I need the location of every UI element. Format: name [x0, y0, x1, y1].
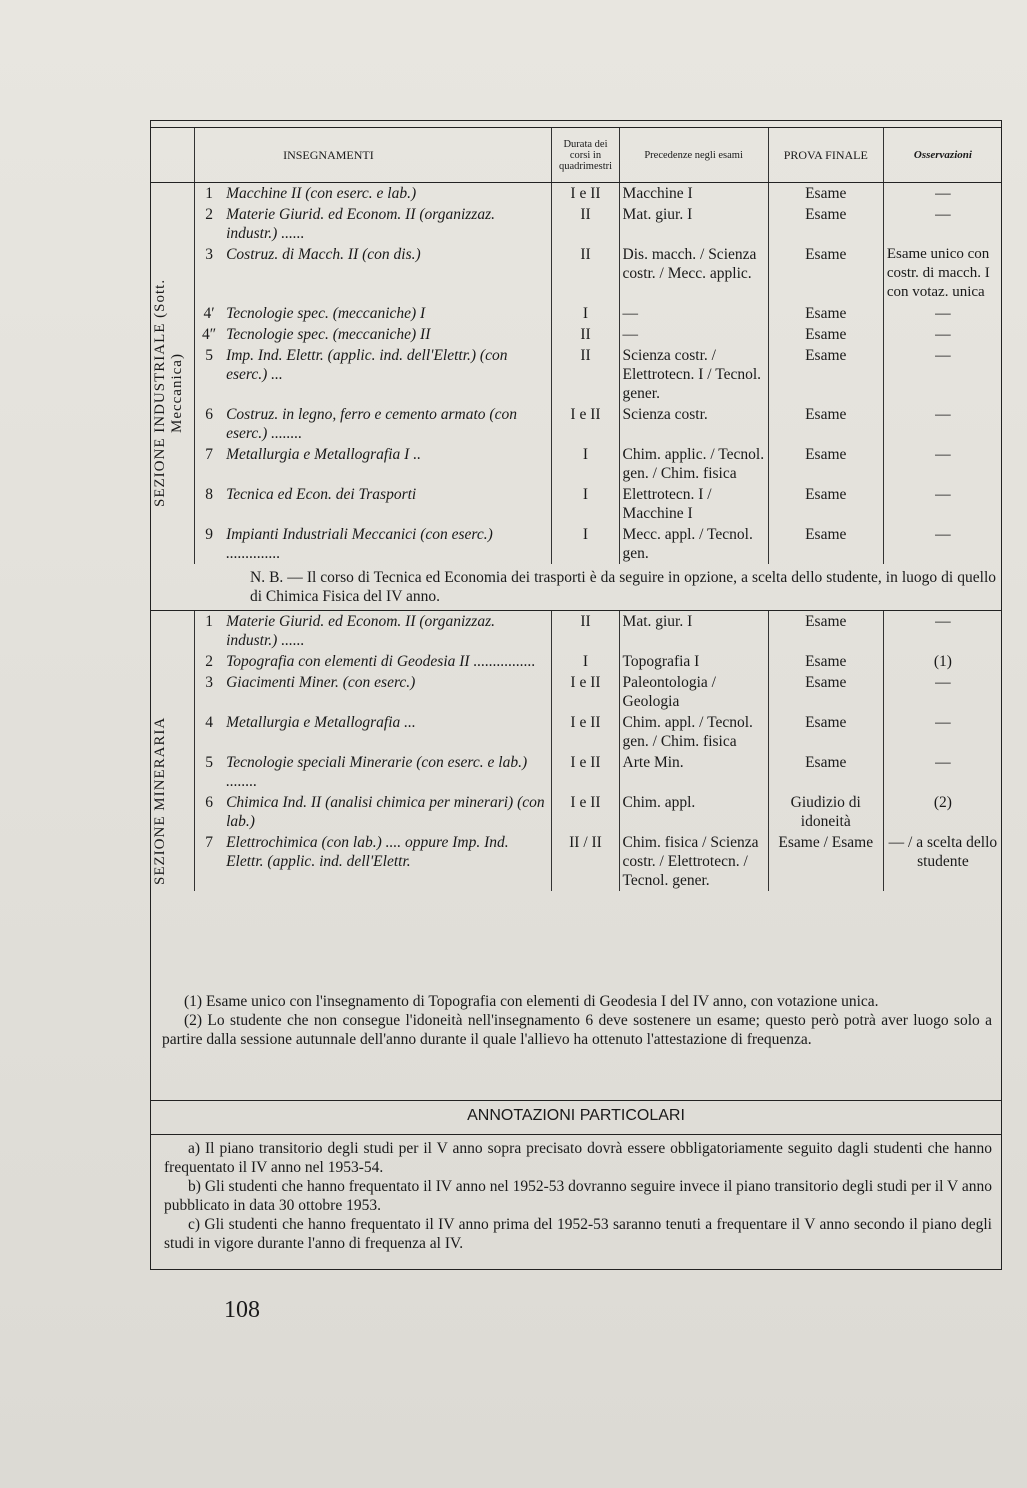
course-duration: I e II	[552, 672, 619, 712]
annotazione-c: c) Gli studenti che hanno frequentato il IV anno prima del 1952-53 saranno tenuti a frequentare il V anno secondo il piano degli studi in vigore durante l'anno di frequenza al IV.	[164, 1216, 992, 1252]
course-final-exam: Esame	[768, 303, 883, 324]
table-row	[150, 832, 1002, 891]
course-name: Tecnologie spec. (meccaniche) I	[226, 305, 426, 322]
row-number: 3	[195, 244, 224, 303]
course-prerequisites: Paleontologia / Geologia	[619, 672, 768, 712]
course-name: Metallurgia e Metallografia I ..	[226, 446, 421, 463]
course-final-exam: Esame	[768, 484, 883, 524]
course-observations: —	[883, 484, 1002, 524]
course-prerequisites: —	[619, 324, 768, 345]
section-label-cell	[150, 183, 195, 565]
course-name: Elettrochimica (con lab.) .... oppure Imp. Ind. Elettr. (applic. ind. dell'Elettr.	[226, 834, 509, 870]
table-row	[150, 444, 1002, 484]
course-prerequisites: Chim. appl.	[619, 792, 768, 832]
course-final-exam: Giudizio di idoneità	[768, 792, 883, 832]
course-observations: —	[883, 444, 1002, 484]
course-final-exam: Esame	[768, 345, 883, 404]
table-row	[150, 484, 1002, 524]
course-duration: I	[552, 444, 619, 484]
course-observations: (2)	[883, 792, 1002, 832]
row-number: 9	[195, 524, 224, 564]
course-prerequisites: Chim. fisica / Scienza costr. / Elettrotecn. / Tecnol. gener.	[619, 832, 768, 891]
course-prerequisites: Topografia I	[619, 651, 768, 672]
table-row	[150, 752, 1002, 792]
course-duration: I	[552, 524, 619, 564]
row-number: 5	[195, 345, 224, 404]
course-final-exam: Esame	[768, 672, 883, 712]
course-name: Giacimenti Miner. (con eserc.)	[226, 674, 416, 691]
row-number: 1	[195, 183, 224, 205]
course-name: Chimica Ind. II (analisi chimica per minerari) (con lab.)	[226, 794, 545, 830]
annotazione-b: b) Gli studenti che hanno frequentato il IV anno nel 1952-53 dovranno seguire invece il piano transitorio degli studi per il V anno pubblicato in data 30 ottobre 1953.	[164, 1178, 992, 1214]
course-name: Costruz. in legno, ferro e cemento armato (con eserc.) ........	[226, 406, 517, 442]
row-number: 4	[195, 712, 224, 752]
course-observations: —	[883, 752, 1002, 792]
course-final-exam: Esame	[768, 524, 883, 564]
course-duration: I	[552, 303, 619, 324]
course-final-exam: Esame	[768, 324, 883, 345]
table-row	[150, 183, 1002, 205]
header-row	[150, 128, 1002, 183]
header-precedenze: Precedenze negli esami	[619, 128, 768, 183]
course-duration: II / II	[552, 832, 619, 891]
course-prerequisites: Mat. giur. I	[619, 611, 768, 652]
course-name: Tecnica ed Econ. dei Trasporti	[226, 486, 417, 503]
row-number: 1	[195, 611, 224, 652]
course-name: Impianti Industriali Meccanici (con eserc.) ..............	[226, 526, 493, 562]
table-row	[150, 524, 1002, 564]
course-prerequisites: Scienza costr. / Elettrotecn. I / Tecnol. gener.	[619, 345, 768, 404]
annotazioni-title: ANNOTAZIONI PARTICOLARI	[150, 1100, 1002, 1125]
course-prerequisites: Macchine I	[619, 183, 768, 205]
course-duration: I	[552, 484, 619, 524]
course-duration: I e II	[552, 183, 619, 205]
header-insegnamenti: INSEGNAMENTI	[223, 128, 552, 183]
course-final-exam: Esame	[768, 404, 883, 444]
course-name: Topografia con elementi di Geodesia II ................	[226, 653, 536, 670]
industriale-body	[150, 183, 1002, 565]
course-prerequisites: Dis. macch. / Scienza costr. / Mecc. applic.	[619, 244, 768, 303]
course-observations: —	[883, 324, 1002, 345]
course-final-exam: Esame	[768, 752, 883, 792]
table-row	[150, 712, 1002, 752]
page-number: 108	[224, 1297, 260, 1323]
course-observations: — / a scelta dello studente	[883, 832, 1002, 891]
footnote-2: (2) Lo studente che non consegue l'idoneità nell'insegnamento 6 deve sostenere un esame; questo però potrà aver luogo solo a partire dalla sessione autunnale dell'anno durante il quale l'allievo ha ottenuto l'attestazione di frequenza.	[162, 1012, 992, 1048]
course-name: Imp. Ind. Elettr. (applic. ind. dell'Elettr.) (con eserc.) ...	[226, 347, 508, 383]
course-duration: II	[552, 204, 619, 244]
course-final-exam: Esame	[768, 244, 883, 303]
course-final-exam: Esame / Esame	[768, 832, 883, 891]
section-label: SEZIONE MINERARIA	[152, 716, 168, 886]
course-observations: —	[883, 404, 1002, 444]
header-osservazioni: Osservazioni	[883, 128, 1002, 183]
course-prerequisites: Mat. giur. I	[619, 204, 768, 244]
course-observations: —	[883, 303, 1002, 324]
course-prerequisites: Elettrotecn. I / Macchine I	[619, 484, 768, 524]
course-duration: I e II	[552, 792, 619, 832]
table-row	[150, 244, 1002, 303]
nb-note: N. B. — Il corso di Tecnica ed Economia dei trasporti è da seguire in opzione, a scelta dello studente, in luogo di quello di Chimica Fisica del IV anno.	[150, 564, 1002, 611]
course-duration: I e II	[552, 712, 619, 752]
table-row	[150, 651, 1002, 672]
course-final-exam: Esame	[768, 712, 883, 752]
course-name: Costruz. di Macch. II (con dis.)	[226, 246, 421, 263]
course-observations: —	[883, 524, 1002, 564]
table-row	[150, 324, 1002, 345]
study-plan-table	[150, 127, 1002, 891]
row-number: 8	[195, 484, 224, 524]
course-duration: I e II	[552, 752, 619, 792]
course-prerequisites: Scienza costr.	[619, 404, 768, 444]
course-final-exam: Esame	[768, 204, 883, 244]
annotazione-a: a) Il piano transitorio degli studi per il V anno sopra precisato dovrà essere obbligatoriamente seguito dagli studenti che hanno frequentato il IV anno nel 1953-54.	[164, 1140, 992, 1176]
row-number: 4″	[195, 324, 224, 345]
table-row	[150, 672, 1002, 712]
row-number: 5	[195, 752, 224, 792]
course-prerequisites: Chim. applic. / Tecnol. gen. / Chim. fisica	[619, 444, 768, 484]
table-row	[150, 404, 1002, 444]
row-number: 3	[195, 672, 224, 712]
table-row	[150, 345, 1002, 404]
nb-row	[150, 564, 1002, 611]
course-prerequisites: Arte Min.	[619, 752, 768, 792]
course-duration: II	[552, 611, 619, 652]
course-final-exam: Esame	[768, 611, 883, 652]
course-prerequisites: —	[619, 303, 768, 324]
footnote-1: (1) Esame unico con l'insegnamento di Topografia con elementi di Geodesia I del IV anno, con votazione unica.	[184, 993, 879, 1010]
course-duration: II	[552, 345, 619, 404]
course-prerequisites: Mecc. appl. / Tecnol. gen.	[619, 524, 768, 564]
course-name: Tecnologie speciali Minerarie (con eserc. e lab.) ........	[226, 754, 528, 790]
course-name: Materie Giurid. ed Econom. II (organizzaz. industr.) ......	[226, 206, 495, 242]
course-observations: —	[883, 672, 1002, 712]
row-number: 7	[195, 832, 224, 891]
course-final-exam: Esame	[768, 183, 883, 205]
course-observations: —	[883, 204, 1002, 244]
row-number: 2	[195, 204, 224, 244]
table-row	[150, 792, 1002, 832]
course-name: Materie Giurid. ed Econom. II (organizzaz. industr.) ......	[223, 611, 552, 652]
row-number: 7	[195, 444, 224, 484]
header-prova: PROVA FINALE	[768, 128, 883, 183]
course-name: Metallurgia e Metallografia ...	[226, 714, 416, 731]
footnotes	[162, 992, 992, 1049]
row-number: 4′	[195, 303, 224, 324]
course-duration: I e II	[552, 404, 619, 444]
course-duration: II	[552, 244, 619, 303]
section-label: SEZIONE INDUSTRIALE (Sott. Meccanica)	[152, 278, 185, 508]
table-row	[150, 303, 1002, 324]
course-duration: II	[552, 324, 619, 345]
course-duration: I	[552, 651, 619, 672]
section-label-cell	[150, 611, 195, 892]
course-observations: Esame unico con costr. di macch. I con votaz. unica	[883, 244, 1002, 303]
course-name: Macchine II (con eserc. e lab.)	[226, 185, 417, 202]
course-observations: (1)	[883, 651, 1002, 672]
course-name: Tecnologie spec. (meccaniche) II	[226, 326, 431, 343]
row-number: 2	[195, 651, 224, 672]
course-observations: —	[883, 611, 1002, 652]
course-prerequisites: Chim. appl. / Tecnol. gen. / Chim. fisica	[619, 712, 768, 752]
row-number: 6	[195, 792, 224, 832]
course-observations: —	[883, 712, 1002, 752]
course-final-exam: Esame	[768, 444, 883, 484]
mineraria-body	[150, 611, 1002, 892]
course-observations: —	[883, 345, 1002, 404]
course-observations: —	[883, 183, 1002, 205]
table-row	[150, 611, 1002, 652]
table-row	[150, 204, 1002, 244]
header-durata: Durata dei corsi in quadrimestri	[552, 128, 619, 183]
annotazioni	[150, 1134, 1002, 1253]
row-number: 6	[195, 404, 224, 444]
course-final-exam: Esame	[768, 651, 883, 672]
